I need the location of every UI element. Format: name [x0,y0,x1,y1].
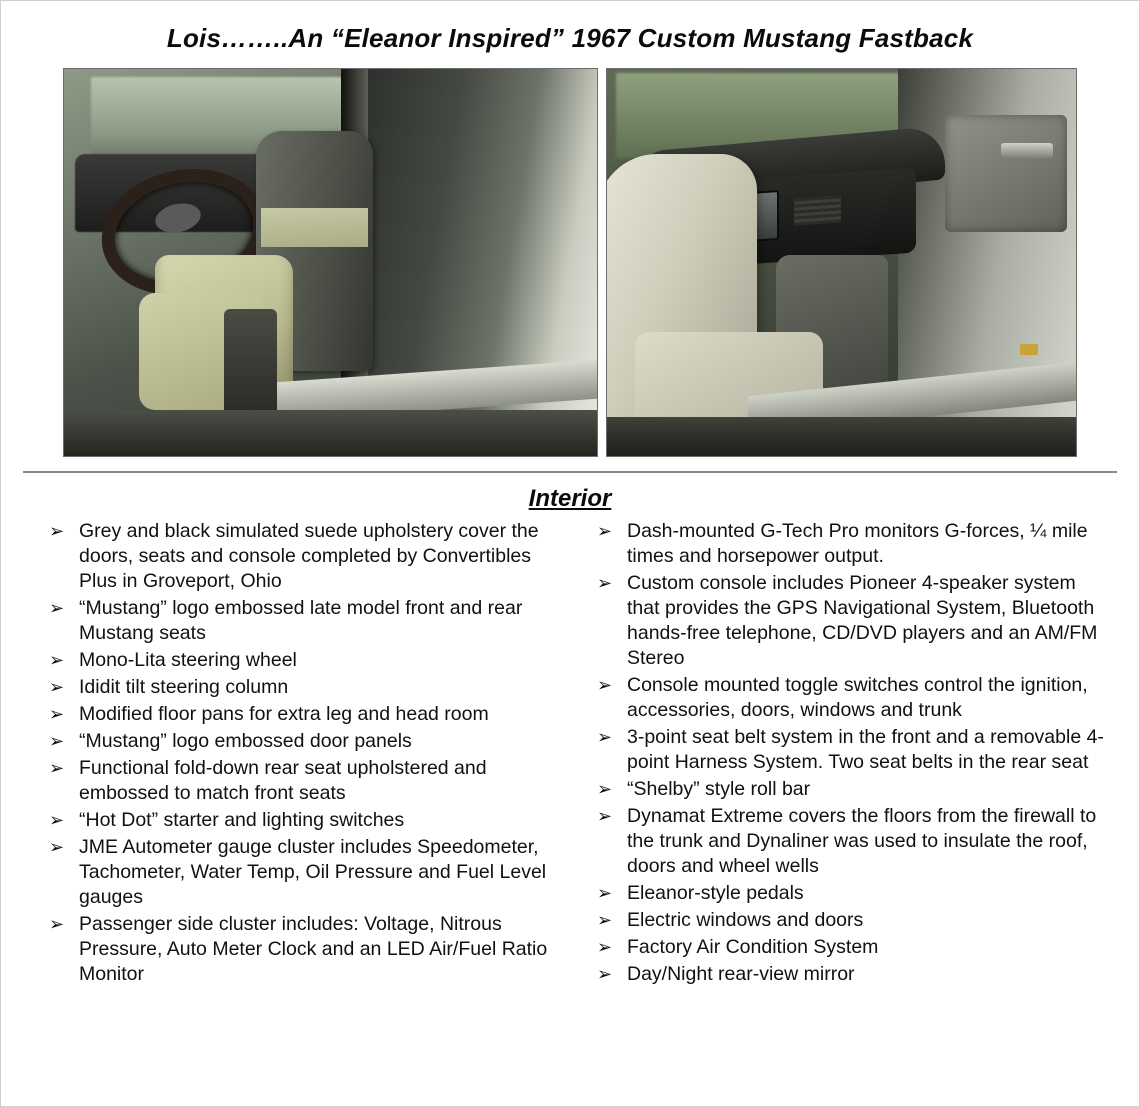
interior-photo-right [606,68,1077,457]
list-item-text: Console mounted toggle switches control the ignition, accessories, doors, windows and trunk [627,674,1088,721]
list-item [589,777,1111,802]
bullet-arrow-icon: ➢ [49,914,65,934]
list-item-text: Passenger side cluster includes: Voltage, Nitrous Pressure, Auto Meter Clock and an LED Air/Fuel Ratio Monitor [79,913,548,985]
list-item-text: “Shelby” style roll bar [627,778,811,800]
list-item [41,729,563,754]
list-item [589,962,1111,987]
list-item [41,648,563,673]
list-item-text: “Mustang” logo embossed door panels [79,730,412,752]
interior-right-list [589,519,1111,987]
photo-row [1,60,1139,457]
list-item-text: Electric windows and doors [627,909,864,931]
list-item [41,702,563,727]
bullet-arrow-icon: ➢ [597,806,613,826]
list-item-text: Functional fold-down rear seat upholstered and embossed to match front seats [79,757,487,804]
list-item-text: Dynamat Extreme covers the floors from the firewall to the trunk and Dynaliner was used to insulate the roof, doors and wheel wells [627,805,1097,877]
list-item [41,835,563,910]
bullet-arrow-icon: ➢ [597,964,613,984]
photo-left-art [64,69,597,456]
bullet-arrow-icon: ➢ [49,650,65,670]
list-item [41,808,563,833]
bullet-arrow-icon: ➢ [597,937,613,957]
list-item [589,571,1111,671]
list-item [589,673,1111,723]
list-item-text: “Hot Dot” starter and lighting switches [79,809,405,831]
list-item [41,596,563,646]
interior-left-column [29,519,563,989]
interior-right-column [581,519,1111,989]
list-item [589,519,1111,569]
bullet-arrow-icon: ➢ [49,704,65,724]
list-item-text: “Mustang” logo embossed late model front and rear Mustang seats [79,597,523,644]
list-item [589,908,1111,933]
list-item [589,725,1111,775]
list-item-text: 3-point seat belt system in the front and a removable 4-point Harness System. Two seat belts in the rear seat [627,726,1104,773]
list-item-text: Custom console includes Pioneer 4-speaker system that provides the GPS Navigational System, Bluetooth hands-free telephone, CD/DVD players and an AM/FM Stereo [627,572,1098,669]
list-item-text: Day/Night rear-view mirror [627,963,855,985]
list-item-text: Modified floor pans for extra leg and head room [79,703,489,725]
bullet-arrow-icon: ➢ [597,727,613,747]
list-item-text: Dash-mounted G-Tech Pro monitors G-forces, ¼ mile times and horsepower output. [627,520,1088,567]
list-item-text: Eleanor-style pedals [627,882,804,904]
list-item-text: Grey and black simulated suede upholstery cover the doors, seats and console completed by Convertibles Plus in Groveport, Ohio [79,520,539,592]
interior-columns [1,517,1139,989]
interior-photo-left [63,68,598,457]
bullet-arrow-icon: ➢ [597,910,613,930]
list-item [41,756,563,806]
list-item-text: JME Autometer gauge cluster includes Speedometer, Tachometer, Water Temp, Oil Pressure and Fuel Level gauges [79,836,547,908]
list-item [589,804,1111,879]
bullet-arrow-icon: ➢ [49,837,65,857]
bullet-arrow-icon: ➢ [597,521,613,541]
list-item [41,912,563,987]
interior-left-list [41,519,563,987]
bullet-arrow-icon: ➢ [49,731,65,751]
page-title: Lois……..An “Eleanor Inspired” 1967 Custom Mustang Fastback [166,23,974,53]
list-item-text: Mono-Lita steering wheel [79,649,297,671]
bullet-arrow-icon: ➢ [49,758,65,778]
photo-right-art [607,69,1076,456]
list-item [589,881,1111,906]
bullet-arrow-icon: ➢ [597,573,613,593]
bullet-arrow-icon: ➢ [597,883,613,903]
list-item [41,519,563,594]
bullet-arrow-icon: ➢ [49,598,65,618]
bullet-arrow-icon: ➢ [597,675,613,695]
list-item [589,935,1111,960]
bullet-arrow-icon: ➢ [49,810,65,830]
bullet-arrow-icon: ➢ [597,779,613,799]
list-item-text: Ididit tilt steering column [79,676,289,698]
section-heading: Interior [528,485,612,512]
section-divider [23,471,1117,473]
bullet-arrow-icon: ➢ [49,677,65,697]
bullet-arrow-icon: ➢ [49,521,65,541]
list-item [41,675,563,700]
list-item-text: Factory Air Condition System [627,936,879,958]
